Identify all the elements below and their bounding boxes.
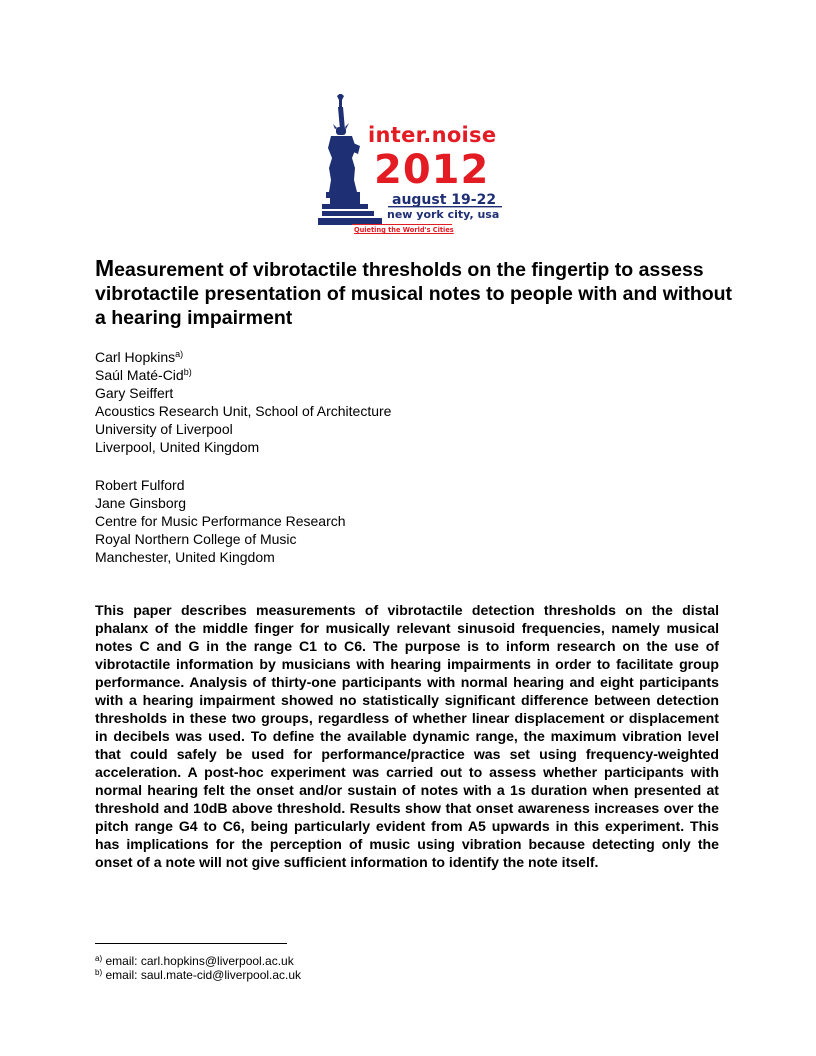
footnotes (95, 954, 495, 982)
footnote-email: email: carl.hopkins@liverpool.ac.uk (105, 954, 294, 968)
affiliation-line: Royal Northern College of Music (95, 531, 297, 547)
logo-brand-text: inter.noise (368, 123, 497, 147)
author-line: Robert Fulford (95, 477, 185, 493)
footnote-marker: b) (183, 367, 192, 377)
affiliation-line: Acoustics Research Unit, School of Architecture (95, 403, 392, 419)
title-text: easurement of vibrotactile thresholds on the fingertip to assess vibrotactile presentation of musical notes to people with and without a hearing impairment (95, 259, 733, 329)
footnote (95, 954, 495, 968)
footnote (95, 968, 495, 982)
affiliation-line: Manchester, United Kingdom (95, 549, 275, 565)
footnote-email: email: saul.mate-cid@liverpool.ac.uk (105, 968, 302, 982)
logo-tagline: Quieting the World's Cities (354, 226, 454, 234)
author-name: Saúl Maté-Cid (95, 367, 184, 383)
title-first-letter: M (95, 255, 115, 281)
author-line: Jane Ginsborg (95, 495, 187, 511)
footnote-divider (95, 943, 287, 944)
affiliation-line: Liverpool, United Kingdom (95, 439, 260, 455)
footnote-marker: a) (175, 349, 184, 359)
footnote-marker: a) (95, 954, 103, 963)
logo-dates-text: august 19-22 (392, 192, 497, 208)
conference-logo (318, 94, 508, 240)
affiliation-line: University of Liverpool (95, 421, 233, 437)
author-name: Carl Hopkins (95, 349, 176, 365)
abstract: This paper describes measurements of vibrotactile detection thresholds on the distal phalanx of the middle finger for musically relevant sinusoid frequencies, namely musical notes C and G in the range C1 to C6. The purpose is to inform research on the use of vibrotactile information by musicians with hearing impairments in order to facilitate group performance. Analysis of thirty-one participants with normal hearing and eight participants with a hearing impairment showed no statistically significant difference between detection thresholds in these two groups, regardless of whether linear displacement or displacement in decibels was used. To define the available dynamic range, the maximum vibration level that could safely be used for performance/practice was set using frequency-weighted acceleration. A post-hoc experiment was carried out to assess whether participants with normal hearing felt the onset and/or sustain of notes with a 1s duration when presented at threshold and 10dB above threshold. Results show that onset awareness increases over the pitch range G4 to C6, being particularly evident from A5 upwards in this experiment. This has implications for the perception of music using vibration because detecting only the onset of a note will not give sufficient information to identify the note itself. (95, 602, 719, 870)
author-line (95, 348, 515, 366)
logo-year-text: 2012 (374, 147, 490, 193)
paper-title (95, 256, 735, 330)
footnote-marker: b) (95, 968, 103, 977)
author-line: Gary Seiffert (95, 385, 174, 401)
author-block-liverpool (95, 348, 515, 456)
affiliation-line: Centre for Music Performance Research (95, 513, 346, 529)
logo-city-text: new york city, usa (387, 208, 500, 221)
author-block-rncm (95, 476, 515, 566)
author-line (95, 366, 515, 384)
